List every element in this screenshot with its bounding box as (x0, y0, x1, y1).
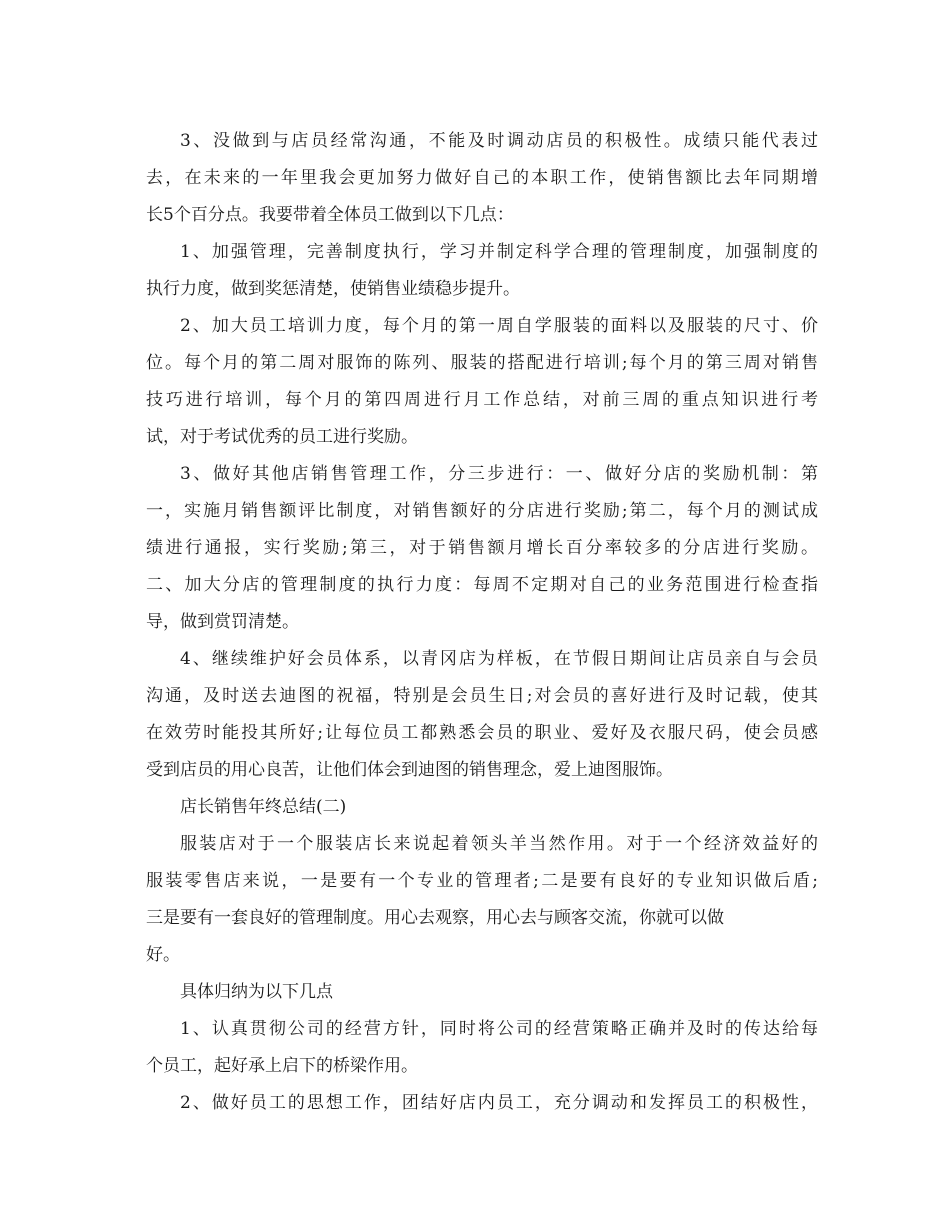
text-line: 长5个百分点。我要带着全体员工做到以下几点： (146, 205, 514, 225)
text-line: 1、加强管理，完善制度执行，学习并制定科学合理的管理制度，加强制度的 (180, 242, 818, 262)
text-line: 好。 (146, 945, 180, 965)
text-line: 4、继续维护好会员体系，以青冈店为样板，在节假日期间让店员亲自与会员 (180, 649, 818, 669)
text-line: 在效劳时能投其所好;让每位员工都熟悉会员的职业、爱好及衣服尺码，使会员感 (146, 723, 818, 743)
text-line: 3、没做到与店员经常沟通，不能及时调动店员的积极性。成绩只能代表过 (180, 131, 818, 151)
text-line: 具体归纳为以下几点 (180, 982, 333, 1002)
text-line: 3、做好其他店销售管理工作，分三步进行：一、做好分店的奖励机制：第 (180, 464, 818, 484)
text-line: 三是要有一套良好的管理制度。用心去观察，用心去与顾客交流，你就可以做 (146, 908, 724, 928)
text-line: 受到店员的用心良苦，让他们体会到迪图的销售理念，爱上迪图服饰。 (146, 760, 673, 780)
text-line: 沟通，及时送去迪图的祝福，特别是会员生日;对会员的喜好进行及时记载，使其 (146, 686, 818, 706)
text-line: 2、加大员工培训力度，每个月的第一周自学服装的面料以及服装的尺寸、价 (180, 316, 818, 336)
text-line: 试，对于考试优秀的员工进行奖励。 (146, 427, 418, 447)
text-line: 位。每个月的第二周对服饰的陈列、服装的搭配进行培训;每个月的第三周对销售 (146, 353, 818, 373)
text-line: 一，实施月销售额评比制度，对销售额好的分店进行奖励;第二，每个月的测试成 (146, 501, 818, 521)
text-line: 绩进行通报，实行奖励;第三，对于销售额月增长百分率较多的分店进行奖励。 (146, 538, 818, 558)
section-heading: 店长销售年终总结(二) (180, 797, 347, 817)
text-line: 去，在未来的一年里我会更加努力做好自己的本职工作，使销售额比去年同期增 (146, 168, 818, 188)
text-line: 个员工，起好承上启下的桥梁作用。 (146, 1056, 418, 1076)
text-line: 二、加大分店的管理制度的执行力度：每周不定期对自己的业务范围进行检查指 (146, 575, 818, 595)
text-line: 服装零售店来说，一是要有一个专业的管理者;二是要有良好的专业知识做后盾; (146, 871, 818, 891)
text-line: 1、认真贯彻公司的经营方针，同时将公司的经营策略正确并及时的传达给每 (180, 1019, 818, 1039)
text-line: 导，做到赏罚清楚。 (146, 612, 299, 632)
text-line: 执行力度，做到奖惩清楚，使销售业绩稳步提升。 (146, 279, 520, 299)
text-line: 服装店对于一个服装店长来说起着领头羊当然作用。对于一个经济效益好的 (180, 834, 818, 854)
text-line: 技巧进行培训，每个月的第四周进行月工作总结，对前三周的重点知识进行考 (146, 390, 818, 410)
text-line: 2、做好员工的思想工作，团结好店内员工，充分调动和发挥员工的积极性， (180, 1093, 818, 1113)
